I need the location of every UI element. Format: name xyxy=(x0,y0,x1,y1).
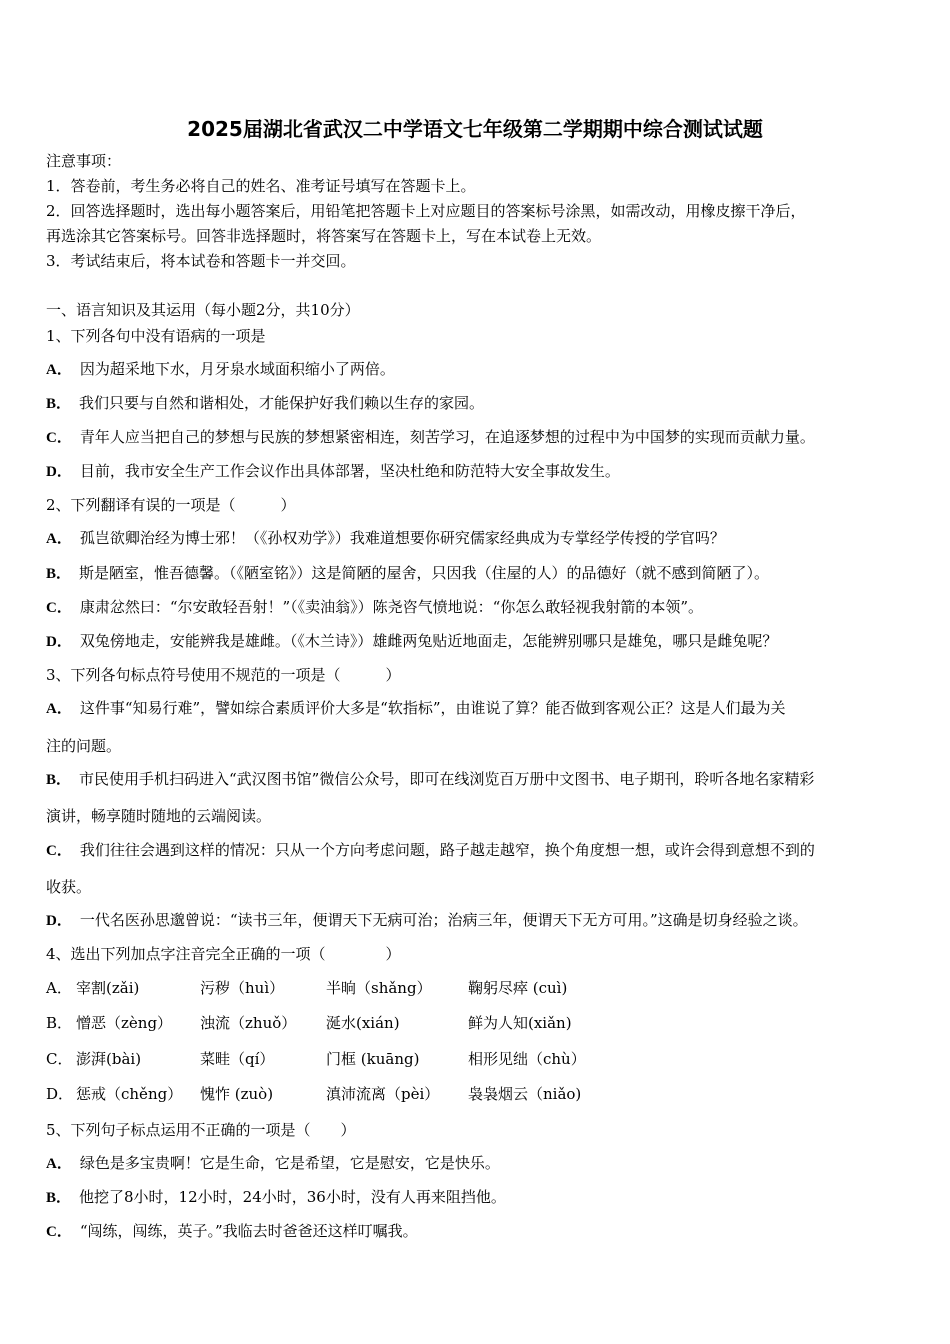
q4-cell: 宰割(zǎi) xyxy=(76,979,140,997)
option-letter: B． xyxy=(46,1190,72,1206)
q5-option-c xyxy=(46,1221,418,1242)
option-letter: A． xyxy=(46,362,72,378)
q4-cell: 澎湃(bài) xyxy=(76,1050,142,1068)
option-letter: B． xyxy=(46,396,72,412)
q2-option-b xyxy=(46,563,769,584)
q4-cell: 相形见绌（chù） xyxy=(468,1050,586,1068)
option-text: 一代名医孙思邈曾说：“读书三年，便谓天下无病可治；治病三年，便谓天下无方可用。”这确是切身经验之谈。 xyxy=(79,911,808,929)
option-text: 市民使用手机扫码进入“武汉图书馆”微信公众号，即可在线浏览百万册中文图书、电子期刊，聆听各地名家精彩 xyxy=(79,770,815,788)
option-letter: D． xyxy=(46,634,72,650)
option-letter: B． xyxy=(46,566,72,582)
option-text: 这件事“知易行难”，譬如综合素质评价大多是“软指标”，由谁说了算？能否做到客观公正？这是人们最为关 xyxy=(79,699,786,717)
option-text: 我们往往会遇到这样的情况：只从一个方向考虑问题，路子越走越窄，换个角度想一想，或许会得到意想不到的 xyxy=(79,841,815,859)
q2-option-d xyxy=(46,631,777,652)
q3-option-d xyxy=(46,910,808,931)
q4-row-letter: C． xyxy=(46,1050,73,1068)
option-text: 我们只要与自然和谐相处，才能保护好我们赖以生存的家园。 xyxy=(79,394,485,412)
q2-option-c xyxy=(46,597,703,618)
page-title: 2025届湖北省武汉二中学语文七年级第二学期期中综合测试试题 xyxy=(187,117,763,141)
q4-cell: 滇沛流离（pèi） xyxy=(326,1085,440,1103)
q3-option-c-cont: 收获。 xyxy=(46,878,92,896)
q5-option-a xyxy=(46,1153,500,1174)
option-text: “闯练，闯练，英子。”我临去时爸爸还这样叮嘱我。 xyxy=(79,1222,418,1240)
question-3-stem: 3、下列各句标点符号使用不规范的一项是（ ） xyxy=(46,666,401,684)
q1-option-c xyxy=(46,427,815,448)
q4-row-letter: B． xyxy=(46,1014,73,1032)
option-letter: A． xyxy=(46,1156,72,1172)
option-letter: C． xyxy=(46,430,72,446)
q4-cell: 憎恶（zèng） xyxy=(76,1014,173,1032)
option-text: 孤岂欲卿治经为博士邪！（《孙权劝学》）我难道想要你研究儒家经典成为专掌经学传授的学官吗？ xyxy=(79,529,725,547)
option-text: 双兔傍地走，安能辨我是雄雌。（《木兰诗》）雄雌两兔贴近地面走，怎能辨别哪只是雄兔，哪只是雌兔呢？ xyxy=(79,632,778,650)
option-letter: B． xyxy=(46,772,72,788)
q4-cell: 鲜为人知(xiǎn) xyxy=(468,1014,572,1032)
q4-cell: 污秽（huì） xyxy=(200,979,285,997)
q4-cell: 浊流（zhuǒ） xyxy=(200,1014,297,1032)
q4-cell: 菜畦（qí） xyxy=(200,1050,275,1068)
q3-option-b xyxy=(46,769,814,790)
q3-option-a xyxy=(46,698,786,719)
question-2-stem: 2、下列翻译有误的一项是（ ） xyxy=(46,496,296,514)
q4-cell: 惩戒（chěng） xyxy=(76,1085,183,1103)
option-letter: A． xyxy=(46,701,72,717)
option-letter: A． xyxy=(46,531,72,547)
q1-option-b xyxy=(46,393,484,414)
option-text: 青年人应当把自己的梦想与民族的梦想紧密相连，刻苦学习，在追逐梦想的过程中为中国梦的实现而贡献力量。 xyxy=(79,428,815,446)
question-4-stem: 4、选出下列加点字注音完全正确的一项（ ） xyxy=(46,945,401,963)
option-text: 他挖了8小时，12小时，24小时，36小时，没有人再来阻挡他。 xyxy=(79,1188,506,1206)
q4-cell: 鞠躬尽瘁 (cuì) xyxy=(468,979,568,997)
question-1-stem: 1、下列各句中没有语病的一项是 xyxy=(46,327,266,345)
option-letter: D． xyxy=(46,913,72,929)
q4-row-letter: D． xyxy=(46,1085,74,1103)
q4-cell: 涎水(xián) xyxy=(326,1014,400,1032)
option-text: 康肃忿然曰：“尔安敢轻吾射！”（《卖油翁》）陈尧咨气愤地说：“你怎么敢轻视我射箭的本领”。 xyxy=(79,598,704,616)
q4-row-letter: A． xyxy=(46,979,72,997)
notice-item: 2．回答选择题时，选出每小题答案后，用铅笔把答题卡上对应题目的答案标号涂黑，如需改动，用橡皮擦干净后， xyxy=(46,202,806,220)
notice-item: 3．考试结束后，将本试卷和答题卡一并交回。 xyxy=(46,252,356,270)
q5-option-b xyxy=(46,1187,506,1208)
question-5-stem: 5、下列句子标点运用不正确的一项是（ ） xyxy=(46,1121,356,1139)
q3-option-a-cont: 注的问题。 xyxy=(46,737,122,755)
q4-cell: 袅袅烟云（niǎo) xyxy=(468,1085,582,1103)
option-letter: C． xyxy=(46,1224,72,1240)
option-text: 目前，我市安全生产工作会议作出具体部署，坚决杜绝和防范特大安全事故发生。 xyxy=(79,462,620,480)
notice-heading: 注意事项： xyxy=(46,152,122,170)
option-text: 绿色是多宝贵啊！它是生命，它是希望，它是慰安，它是快乐。 xyxy=(79,1154,500,1172)
q4-cell: 愧怍 (zuò) xyxy=(200,1085,274,1103)
option-text: 斯是陋室，惟吾德馨。（《陋室铭》）这是简陋的屋舍，只因我（住屋的人）的品德好（就不感到简陋了）。 xyxy=(79,564,770,582)
q1-option-d xyxy=(46,461,620,482)
q3-option-b-cont: 演讲，畅享随时随地的云端阅读。 xyxy=(46,807,272,825)
option-letter: D． xyxy=(46,464,72,480)
q2-option-a xyxy=(46,528,725,549)
notice-item: 再选涂其它答案标号。回答非选择题时，将答案写在答题卡上，写在本试卷上无效。 xyxy=(46,227,602,245)
q1-option-a xyxy=(46,359,395,380)
option-letter: C． xyxy=(46,843,72,859)
q3-option-c xyxy=(46,840,815,861)
option-letter: C． xyxy=(46,600,72,616)
q4-cell: 半晌（shǎng） xyxy=(326,979,432,997)
q4-cell: 门框 (kuāng) xyxy=(326,1050,420,1068)
notice-item: 1．答卷前，考生务必将自己的姓名、准考证号填写在答题卡上。 xyxy=(46,177,476,195)
option-text: 因为超采地下水，月牙泉水域面积缩小了两倍。 xyxy=(79,360,395,378)
section-heading: 一、语言知识及其运用（每小题2分，共10分） xyxy=(46,301,360,319)
